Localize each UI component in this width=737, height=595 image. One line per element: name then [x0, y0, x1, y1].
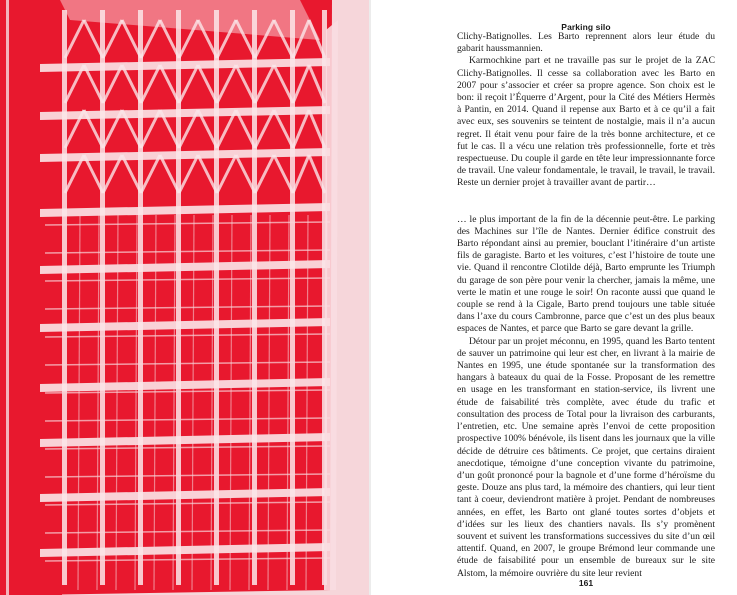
text-column: [457, 31, 715, 580]
paragraph: Karmochkine part et ne travaille pas sur le projet de la ZAC Clichy-Batignolles. Il cesse sa collaboration avec les Barto en 2007 pour s’associer et créer sa propre agence. Son choix est le bon: il reçoit l’Équerre d’Argent, pour la Cité des Métiers Hermès à Pantin, en 2014. Quand il repense aux Barto et à ce qu’il a fait avec eux, ses souvenirs se teintent de nostalgie, mais il n’a aucun regret. Il était venu pour faire de la très bonne architecture, et ce fut le cas. Il a vécu une relation très professionnelle, forte et très respectueuse. Du couple il garde en tête leur impressionnante force de travail. Une valeur fondamentale, le travail, le travail, le travail. Reste un dernier projet à travailler avant de partir…: [457, 55, 715, 189]
page-gutter: [369, 0, 371, 595]
paragraph: Clichy-Batignolles. Les Barto reprennent alors leur étude du gabarit haussmannien.: [457, 31, 715, 55]
running-title: Parking silo: [561, 22, 611, 32]
paragraph: Détour par un projet méconnu, en 1995, quand les Barto tentent de sauver un patrimoine qui leur est cher, en livrant à la mairie de Nantes en 1995, une étude spontanée sur la transformation des hangars à bateaux du quai de la Fosse. Proposant de les remettre en usage en les transformant en station-service, ils livrent une étude de faisabilité très complète, avec étude du trafic et consultation des process de Total pour la livraison des carburants, l’entretien, etc. Une semaine après l’envoi de cette proposition prospective 100% bénévole, ils lisent dans les journaux que la ville décide de détruire ces bâtiments. Ce projet, que certains diraient anecdotique, témoigne d’une conception vivante du patrimoine, d’un goût prononcé pour la bagnole et d’une forme d’héroïsme du geste. Douze ans plus tard, la mémoire des chantiers, qui leur tient tant à coeur, deviendront matière à projet. Pendant de nombreuses années, en effet, les Barto ont glané toutes sortes d’objets et d’idées sur les lieux des chantiers navals. Ils s’y promènent souvent et suivent les transformations successives du site d’un œil attentif. Quand, en 2007, le groupe Brémond leur commande une étude de faisabilité pour un ensemble de bureaux sur le site Alstom, la mémoire ouvrière du site leur revient: [457, 335, 715, 579]
paragraph: … le plus important de la fin de la décennie peut-être. Le parking des Machines sur l’île de Nantes. Dernier édifice construit des Barto répondant ainsi au premier, bouclant l’itinéraire d’un artiste fils de garagiste. Barto et les voitures, c’est l’histoire de toute une vie. Quand il rencontre Clotilde déjà, Barto emprunte les Triumph du garage de son père pour venir la chercher, jamais la même, une verte le matin et une rouge le soir! On raconte aussi que quand le couple se rend à la Cigale, Barto prend toujours une table située dans l’axe du cours Cambronne, parce que c’est un des plus beaux espaces de Nantes, et parce que Barto se gare devant la grille.: [457, 213, 715, 335]
page-number: 161: [578, 578, 594, 588]
